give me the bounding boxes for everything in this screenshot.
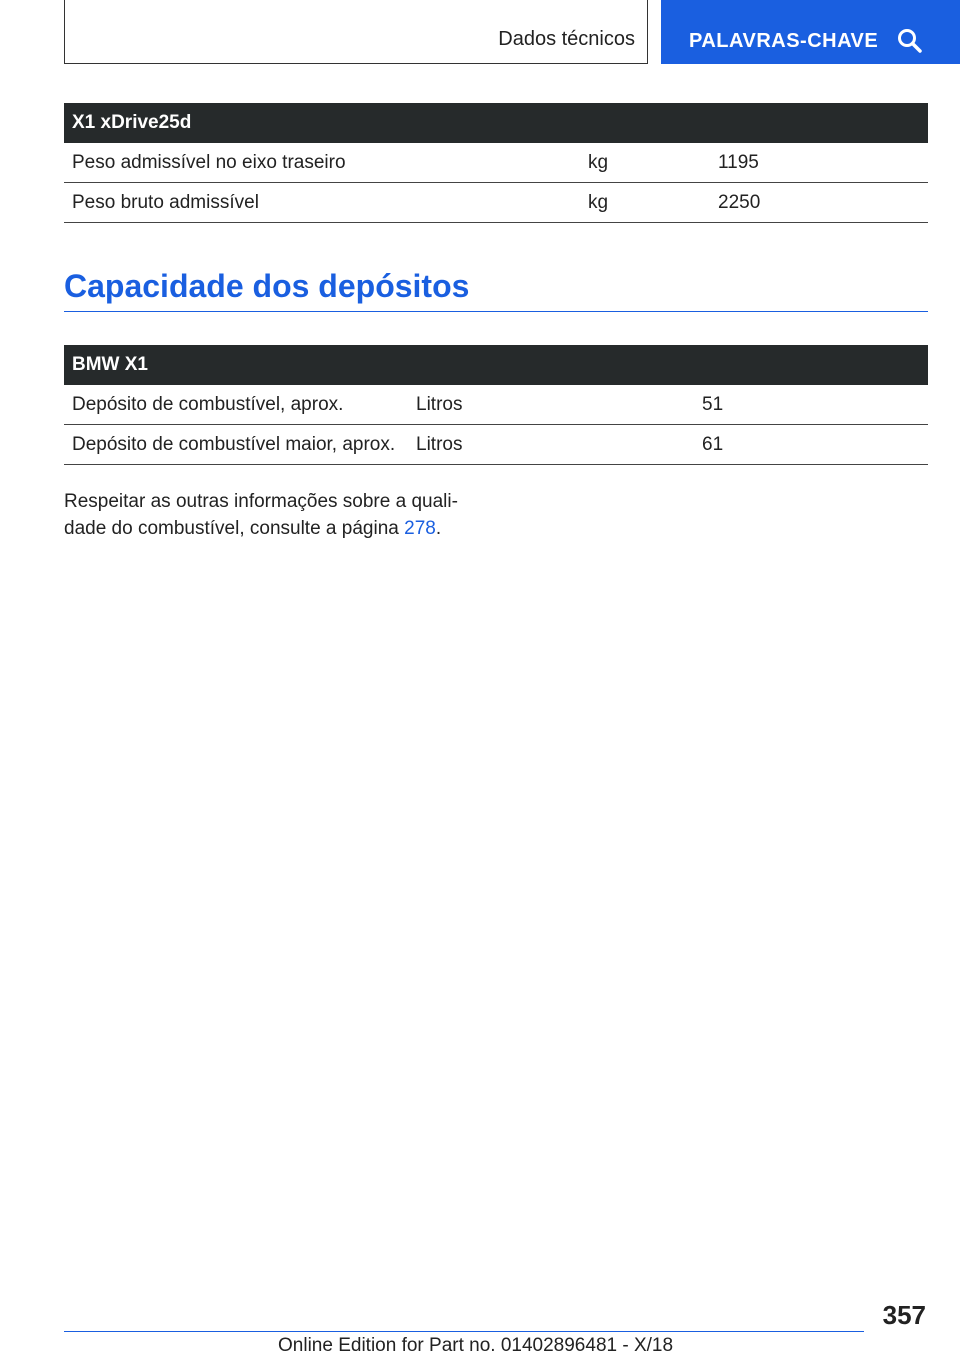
section-title: Capacidade dos depósitos	[64, 268, 470, 304]
section-title-rule	[64, 311, 928, 312]
table-cell-unit: Litros	[408, 385, 694, 425]
search-icon	[897, 28, 923, 54]
table-cell-value: 2250	[710, 183, 928, 223]
fuel-quality-note	[64, 488, 494, 542]
page-number: 357	[882, 1300, 926, 1330]
weights-table-title: X1 xDrive25d	[64, 103, 928, 143]
table-cell-unit: kg	[580, 143, 710, 183]
table-row	[64, 143, 928, 183]
table-cell-value: 1195	[710, 143, 928, 183]
table-cell-label: Depósito de combustível, aprox.	[64, 385, 408, 425]
footer-rule	[64, 1331, 864, 1332]
tank-table-title: BMW X1	[64, 345, 928, 385]
table-row	[64, 385, 928, 425]
table-cell-unit: Litros	[408, 425, 694, 465]
table-cell-value: 61	[694, 425, 928, 465]
footer-edition: Online Edition for Part no. 01402896481 - X/18	[278, 1335, 674, 1356]
header-section-box	[64, 0, 648, 64]
table-cell-unit: kg	[580, 183, 710, 223]
table-cell-label: Depósito de combustível maior, aprox.	[64, 425, 408, 465]
header-section-title: Dados técnicos	[498, 28, 635, 50]
tank-capacity-table	[64, 345, 928, 465]
weights-table	[64, 103, 928, 223]
keywords-button-label: PALAVRAS-CHAVE	[689, 30, 879, 52]
page-reference-link[interactable]: 278	[404, 518, 436, 539]
keywords-button[interactable]	[661, 0, 960, 64]
table-row	[64, 425, 928, 465]
table-row	[64, 183, 928, 223]
table-cell-value: 51	[694, 385, 928, 425]
note-text: Respeitar as outras informações sobre a quali-dade do combustível, consulte a página	[64, 491, 458, 539]
note-end: .	[435, 518, 442, 539]
table-cell-label: Peso bruto admissível	[64, 183, 580, 223]
table-cell-label: Peso admissível no eixo traseiro	[64, 143, 580, 183]
